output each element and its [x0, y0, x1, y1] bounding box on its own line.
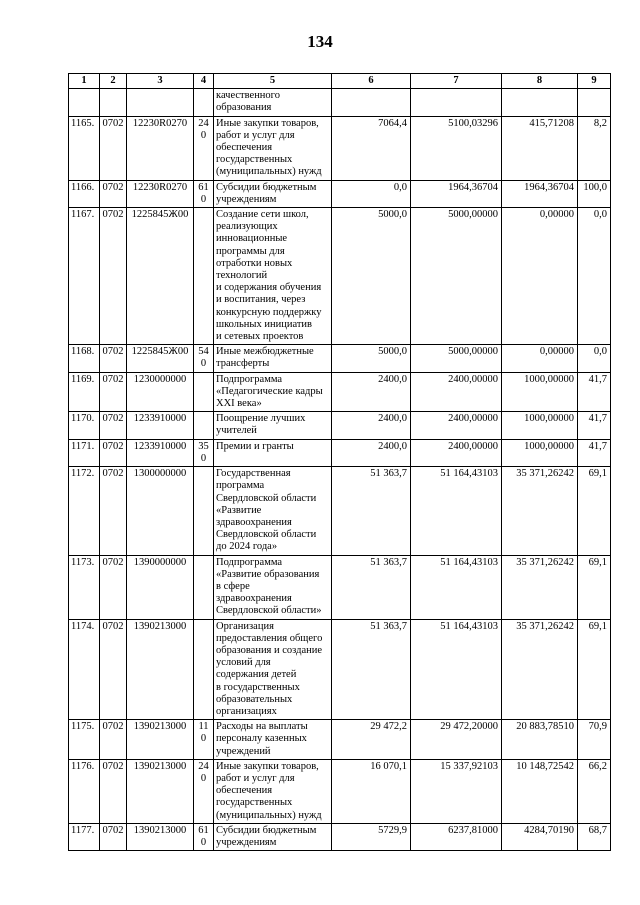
table-row: [69, 412, 611, 439]
description-cell: Поощрение лучших учителей: [214, 412, 332, 439]
budget-list-amount-cell: 51 164,43103: [411, 555, 502, 619]
budget-list-amount-cell: 51 164,43103: [411, 467, 502, 555]
section-cell: 0702: [100, 759, 127, 823]
planned-amount-cell: 51 363,7: [332, 467, 411, 555]
header-cell: 7: [411, 74, 502, 89]
row-number-cell: 1165.: [69, 116, 100, 180]
executed-amount-cell: [502, 89, 578, 116]
section-cell: 0702: [100, 439, 127, 466]
table-row: [69, 720, 611, 760]
table-row: [69, 180, 611, 207]
header-cell: 9: [578, 74, 611, 89]
target-code-cell: 1300000000: [127, 467, 194, 555]
executed-amount-cell: 0,00000: [502, 345, 578, 372]
section-cell: 0702: [100, 180, 127, 207]
percent-executed-cell: 69,1: [578, 555, 611, 619]
planned-amount-cell: 2400,0: [332, 439, 411, 466]
row-number-cell: 1166.: [69, 180, 100, 207]
row-number-cell: 1173.: [69, 555, 100, 619]
percent-executed-cell: 0,0: [578, 345, 611, 372]
expense-type-cell: [194, 619, 214, 720]
executed-amount-cell: 10 148,72542: [502, 759, 578, 823]
header-cell: 4: [194, 74, 214, 89]
section-cell: 0702: [100, 720, 127, 760]
expense-type-cell: 240: [194, 116, 214, 180]
row-number-cell: [69, 89, 100, 116]
planned-amount-cell: 16 070,1: [332, 759, 411, 823]
row-number-cell: 1167.: [69, 208, 100, 345]
planned-amount-cell: 2400,0: [332, 372, 411, 412]
executed-amount-cell: 1000,00000: [502, 372, 578, 412]
percent-executed-cell: 41,7: [578, 412, 611, 439]
target-code-cell: 1230000000: [127, 372, 194, 412]
table-header-row: [69, 74, 611, 89]
budget-list-amount-cell: [411, 89, 502, 116]
description-cell: Создание сети школ, реализующих инновационные программы для отработки новых технологий и содержания обучения и воспитания, через конкурсную поддержку школьных инициатив и сетевых проектов: [214, 208, 332, 345]
budget-list-amount-cell: 2400,00000: [411, 412, 502, 439]
section-cell: 0702: [100, 619, 127, 720]
row-number-cell: 1176.: [69, 759, 100, 823]
executed-amount-cell: 0,00000: [502, 208, 578, 345]
description-cell: качественного образования: [214, 89, 332, 116]
budget-list-amount-cell: 51 164,43103: [411, 619, 502, 720]
section-cell: 0702: [100, 208, 127, 345]
executed-amount-cell: 4284,70190: [502, 823, 578, 850]
budget-list-amount-cell: 2400,00000: [411, 439, 502, 466]
header-cell: 3: [127, 74, 194, 89]
header-cell: 5: [214, 74, 332, 89]
section-cell: 0702: [100, 412, 127, 439]
percent-executed-cell: 41,7: [578, 439, 611, 466]
target-code-cell: [127, 89, 194, 116]
planned-amount-cell: 2400,0: [332, 412, 411, 439]
planned-amount-cell: 29 472,2: [332, 720, 411, 760]
percent-executed-cell: [578, 89, 611, 116]
section-cell: 0702: [100, 823, 127, 850]
percent-executed-cell: 69,1: [578, 467, 611, 555]
table-row: [69, 439, 611, 466]
percent-executed-cell: 0,0: [578, 208, 611, 345]
row-number-cell: 1177.: [69, 823, 100, 850]
executed-amount-cell: 1964,36704: [502, 180, 578, 207]
planned-amount-cell: 7064,4: [332, 116, 411, 180]
expense-type-cell: 540: [194, 345, 214, 372]
executed-amount-cell: 1000,00000: [502, 439, 578, 466]
section-cell: 0702: [100, 467, 127, 555]
target-code-cell: 1390213000: [127, 720, 194, 760]
budget-list-amount-cell: 5000,00000: [411, 345, 502, 372]
executed-amount-cell: 1000,00000: [502, 412, 578, 439]
planned-amount-cell: 5000,0: [332, 208, 411, 345]
percent-executed-cell: 69,1: [578, 619, 611, 720]
executed-amount-cell: 35 371,26242: [502, 555, 578, 619]
expense-type-cell: [194, 467, 214, 555]
percent-executed-cell: 66,2: [578, 759, 611, 823]
table-row: [69, 372, 611, 412]
planned-amount-cell: 51 363,7: [332, 555, 411, 619]
target-code-cell: 1225845Ж00: [127, 208, 194, 345]
planned-amount-cell: 51 363,7: [332, 619, 411, 720]
expense-type-cell: 610: [194, 823, 214, 850]
section-cell: [100, 89, 127, 116]
description-cell: Иные закупки товаров, работ и услуг для обеспечения государственных (муниципальных) нужд: [214, 759, 332, 823]
table-row: [69, 345, 611, 372]
section-cell: 0702: [100, 555, 127, 619]
section-cell: 0702: [100, 345, 127, 372]
expense-type-cell: [194, 555, 214, 619]
expense-type-cell: [194, 372, 214, 412]
section-cell: 0702: [100, 372, 127, 412]
planned-amount-cell: 5000,0: [332, 345, 411, 372]
planned-amount-cell: 0,0: [332, 180, 411, 207]
expense-type-cell: [194, 89, 214, 116]
percent-executed-cell: 100,0: [578, 180, 611, 207]
target-code-cell: 1233910000: [127, 439, 194, 466]
header-cell: 1: [69, 74, 100, 89]
description-cell: Организация предоставления общего образования и создание условий для содержания детей в государственных образовательных организациях: [214, 619, 332, 720]
budget-list-amount-cell: 29 472,20000: [411, 720, 502, 760]
budget-list-amount-cell: 1964,36704: [411, 180, 502, 207]
description-cell: Иные закупки товаров, работ и услуг для обеспечения государственных (муниципальных) нужд: [214, 116, 332, 180]
target-code-cell: 1390000000: [127, 555, 194, 619]
executed-amount-cell: 35 371,26242: [502, 619, 578, 720]
row-number-cell: 1168.: [69, 345, 100, 372]
percent-executed-cell: 70,9: [578, 720, 611, 760]
percent-executed-cell: 8,2: [578, 116, 611, 180]
target-code-cell: 1233910000: [127, 412, 194, 439]
table-row: [69, 208, 611, 345]
description-cell: Подпрограмма «Педагогические кадры XXI века»: [214, 372, 332, 412]
percent-executed-cell: 68,7: [578, 823, 611, 850]
budget-list-amount-cell: 5000,00000: [411, 208, 502, 345]
row-number-cell: 1174.: [69, 619, 100, 720]
expense-type-cell: 240: [194, 759, 214, 823]
row-number-cell: 1175.: [69, 720, 100, 760]
row-number-cell: 1171.: [69, 439, 100, 466]
target-code-cell: 12230R0270: [127, 180, 194, 207]
planned-amount-cell: 5729,9: [332, 823, 411, 850]
description-cell: Субсидии бюджетным учреждениям: [214, 823, 332, 850]
target-code-cell: 1225845Ж00: [127, 345, 194, 372]
table-row: [69, 555, 611, 619]
executed-amount-cell: 35 371,26242: [502, 467, 578, 555]
budget-table: [68, 73, 611, 851]
header-cell: 6: [332, 74, 411, 89]
table-row: [69, 759, 611, 823]
target-code-cell: 1390213000: [127, 759, 194, 823]
target-code-cell: 12230R0270: [127, 116, 194, 180]
table-row: [69, 89, 611, 116]
table-row: [69, 467, 611, 555]
executed-amount-cell: 415,71208: [502, 116, 578, 180]
description-cell: Подпрограмма «Развитие образования в сфере здравоохранения Свердловской области»: [214, 555, 332, 619]
header-cell: 2: [100, 74, 127, 89]
expense-type-cell: 610: [194, 180, 214, 207]
budget-list-amount-cell: 6237,81000: [411, 823, 502, 850]
description-cell: Расходы на выплаты персоналу казенных учреждений: [214, 720, 332, 760]
percent-executed-cell: 41,7: [578, 372, 611, 412]
executed-amount-cell: 20 883,78510: [502, 720, 578, 760]
budget-list-amount-cell: 2400,00000: [411, 372, 502, 412]
target-code-cell: 1390213000: [127, 823, 194, 850]
description-cell: Субсидии бюджетным учреждениям: [214, 180, 332, 207]
target-code-cell: 1390213000: [127, 619, 194, 720]
header-cell: 8: [502, 74, 578, 89]
budget-list-amount-cell: 5100,03296: [411, 116, 502, 180]
table-row: [69, 619, 611, 720]
expense-type-cell: [194, 412, 214, 439]
table-row: [69, 823, 611, 850]
expense-type-cell: 350: [194, 439, 214, 466]
section-cell: 0702: [100, 116, 127, 180]
description-cell: Государственная программа Свердловской области «Развитие здравоохранения Свердловской области до 2024 года»: [214, 467, 332, 555]
expense-type-cell: [194, 208, 214, 345]
expense-type-cell: 110: [194, 720, 214, 760]
budget-list-amount-cell: 15 337,92103: [411, 759, 502, 823]
planned-amount-cell: [332, 89, 411, 116]
table-row: [69, 116, 611, 180]
row-number-cell: 1170.: [69, 412, 100, 439]
row-number-cell: 1169.: [69, 372, 100, 412]
description-cell: Премии и гранты: [214, 439, 332, 466]
row-number-cell: 1172.: [69, 467, 100, 555]
description-cell: Иные межбюджетные трансферты: [214, 345, 332, 372]
page-number: 134: [307, 32, 333, 51]
